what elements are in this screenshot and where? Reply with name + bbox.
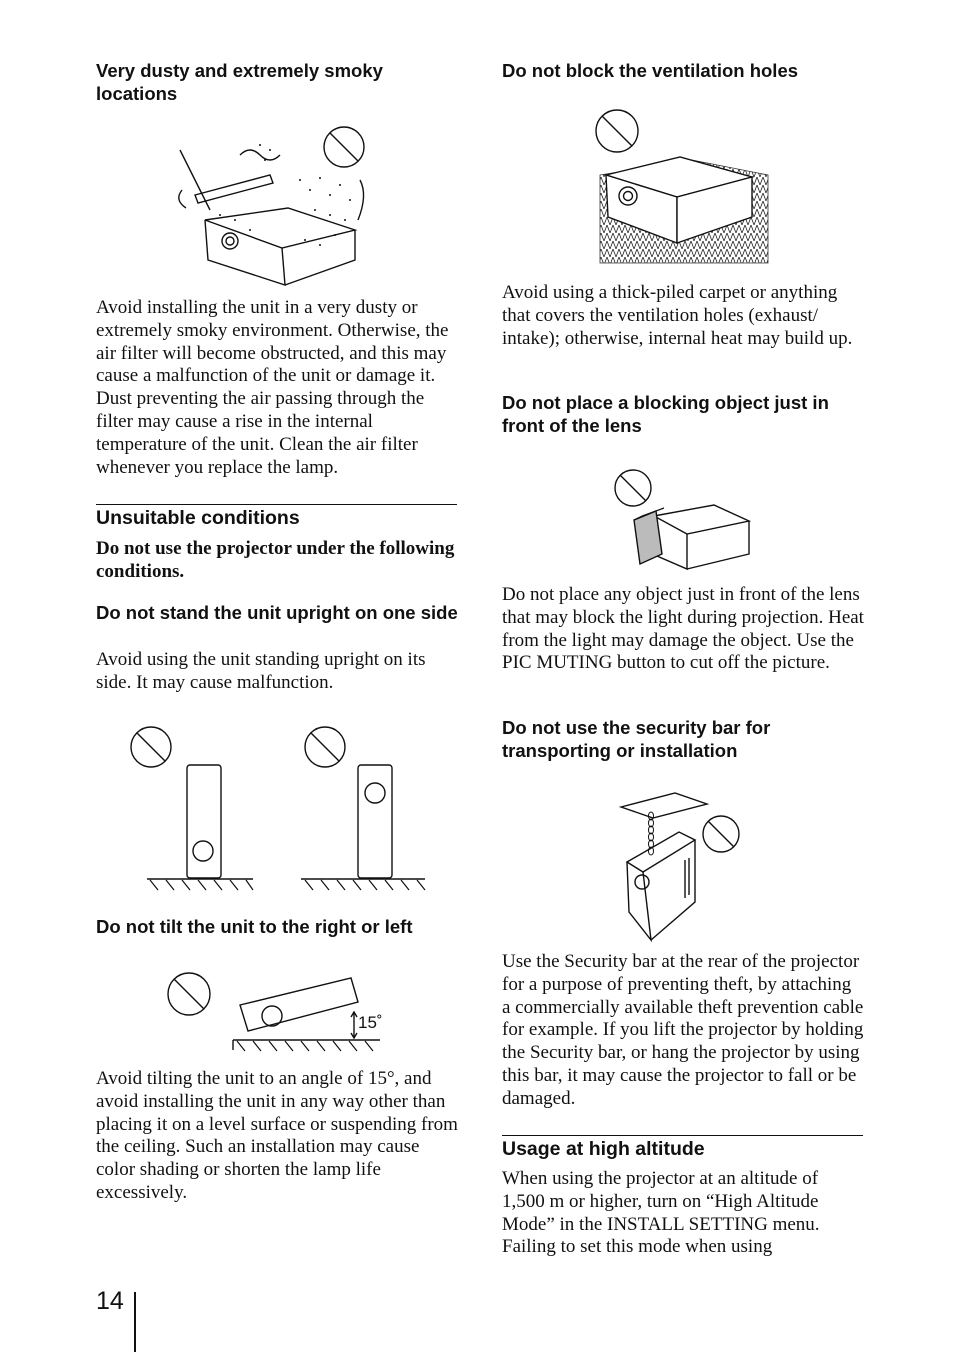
section-rule-altitude xyxy=(502,1135,863,1136)
tilt-projector-illustration xyxy=(165,970,390,1055)
upright-body: Avoid using the unit standing upright on its side. It may cause malfunction. xyxy=(96,649,426,693)
altitude-body: When using the projector at an altitude of 1,500 m or higher, turn on “High Altitude Mode” in the INSTALL SETTING menu. Failing to set this mode when using xyxy=(502,1168,820,1258)
page-number-divider xyxy=(134,1292,136,1352)
vent-body: Avoid using a thick-piled carpet or anything that covers the ventilation holes (exhaust/ intake); otherwise, internal heat may build up. xyxy=(502,282,853,349)
tilt-heading: Do not tilt the unit to the right or left xyxy=(96,916,413,937)
upright-heading: Do not stand the unit upright on one side xyxy=(96,602,458,623)
lens-blocked-illustration xyxy=(612,468,757,578)
dusty-body: Avoid installing the unit in a very dusty or extremely smoky environment. Otherwise, the air filter will become obstructed, and this may cause a malfunction of the unit or damage it. Dust preventing the air passing through the filter may cause a rise in the internal temperature of the unit. Clean the air filter whenever you replace the lamp. xyxy=(96,297,449,478)
dusty-heading: Very dusty and extremely smoky locations xyxy=(96,60,383,104)
vent-heading: Do not block the ventilation holes xyxy=(502,60,799,81)
section-intro: Do not use the projector under the following conditions. xyxy=(96,538,455,582)
section-rule-unsuitable xyxy=(96,504,457,505)
tilt-angle-label: 15˚ xyxy=(358,1013,383,1032)
security-heading: Do not use the security bar for transporting or installation xyxy=(502,717,771,761)
tilt-body: Avoid tilting the unit to an angle of 15°, and avoid installing the unit in any way other than placing it on a level surface or suspending from the ceiling. Such an installation may cause color shading or shorten the lamp life excessively. xyxy=(96,1068,458,1203)
section-title-altitude: Usage at high altitude xyxy=(502,1138,705,1160)
dusty-projector-illustration xyxy=(170,120,380,290)
upright-projector-illustration xyxy=(125,718,435,893)
lens-heading: Do not place a blocking object just in front of the lens xyxy=(502,392,829,436)
security-bar-illustration xyxy=(615,790,745,945)
section-title-unsuitable: Unsuitable conditions xyxy=(96,507,300,529)
page-number: 14 xyxy=(96,1287,124,1315)
lens-body: Do not place any object just in front of the lens that may block the light during projection. Heat from the light may damage the object. Use the PIC MUTING button to cut off the picture. xyxy=(502,584,864,674)
security-body: Use the Security bar at the rear of the projector for a purpose of preventing theft, by attaching a commercially available theft prevention cable for example. If you lift the projector by holding the Security bar, or hang the projector by using this bar, it may cause the projector to fall or be damaged. xyxy=(502,951,864,1109)
vent-blocked-illustration xyxy=(592,105,772,270)
